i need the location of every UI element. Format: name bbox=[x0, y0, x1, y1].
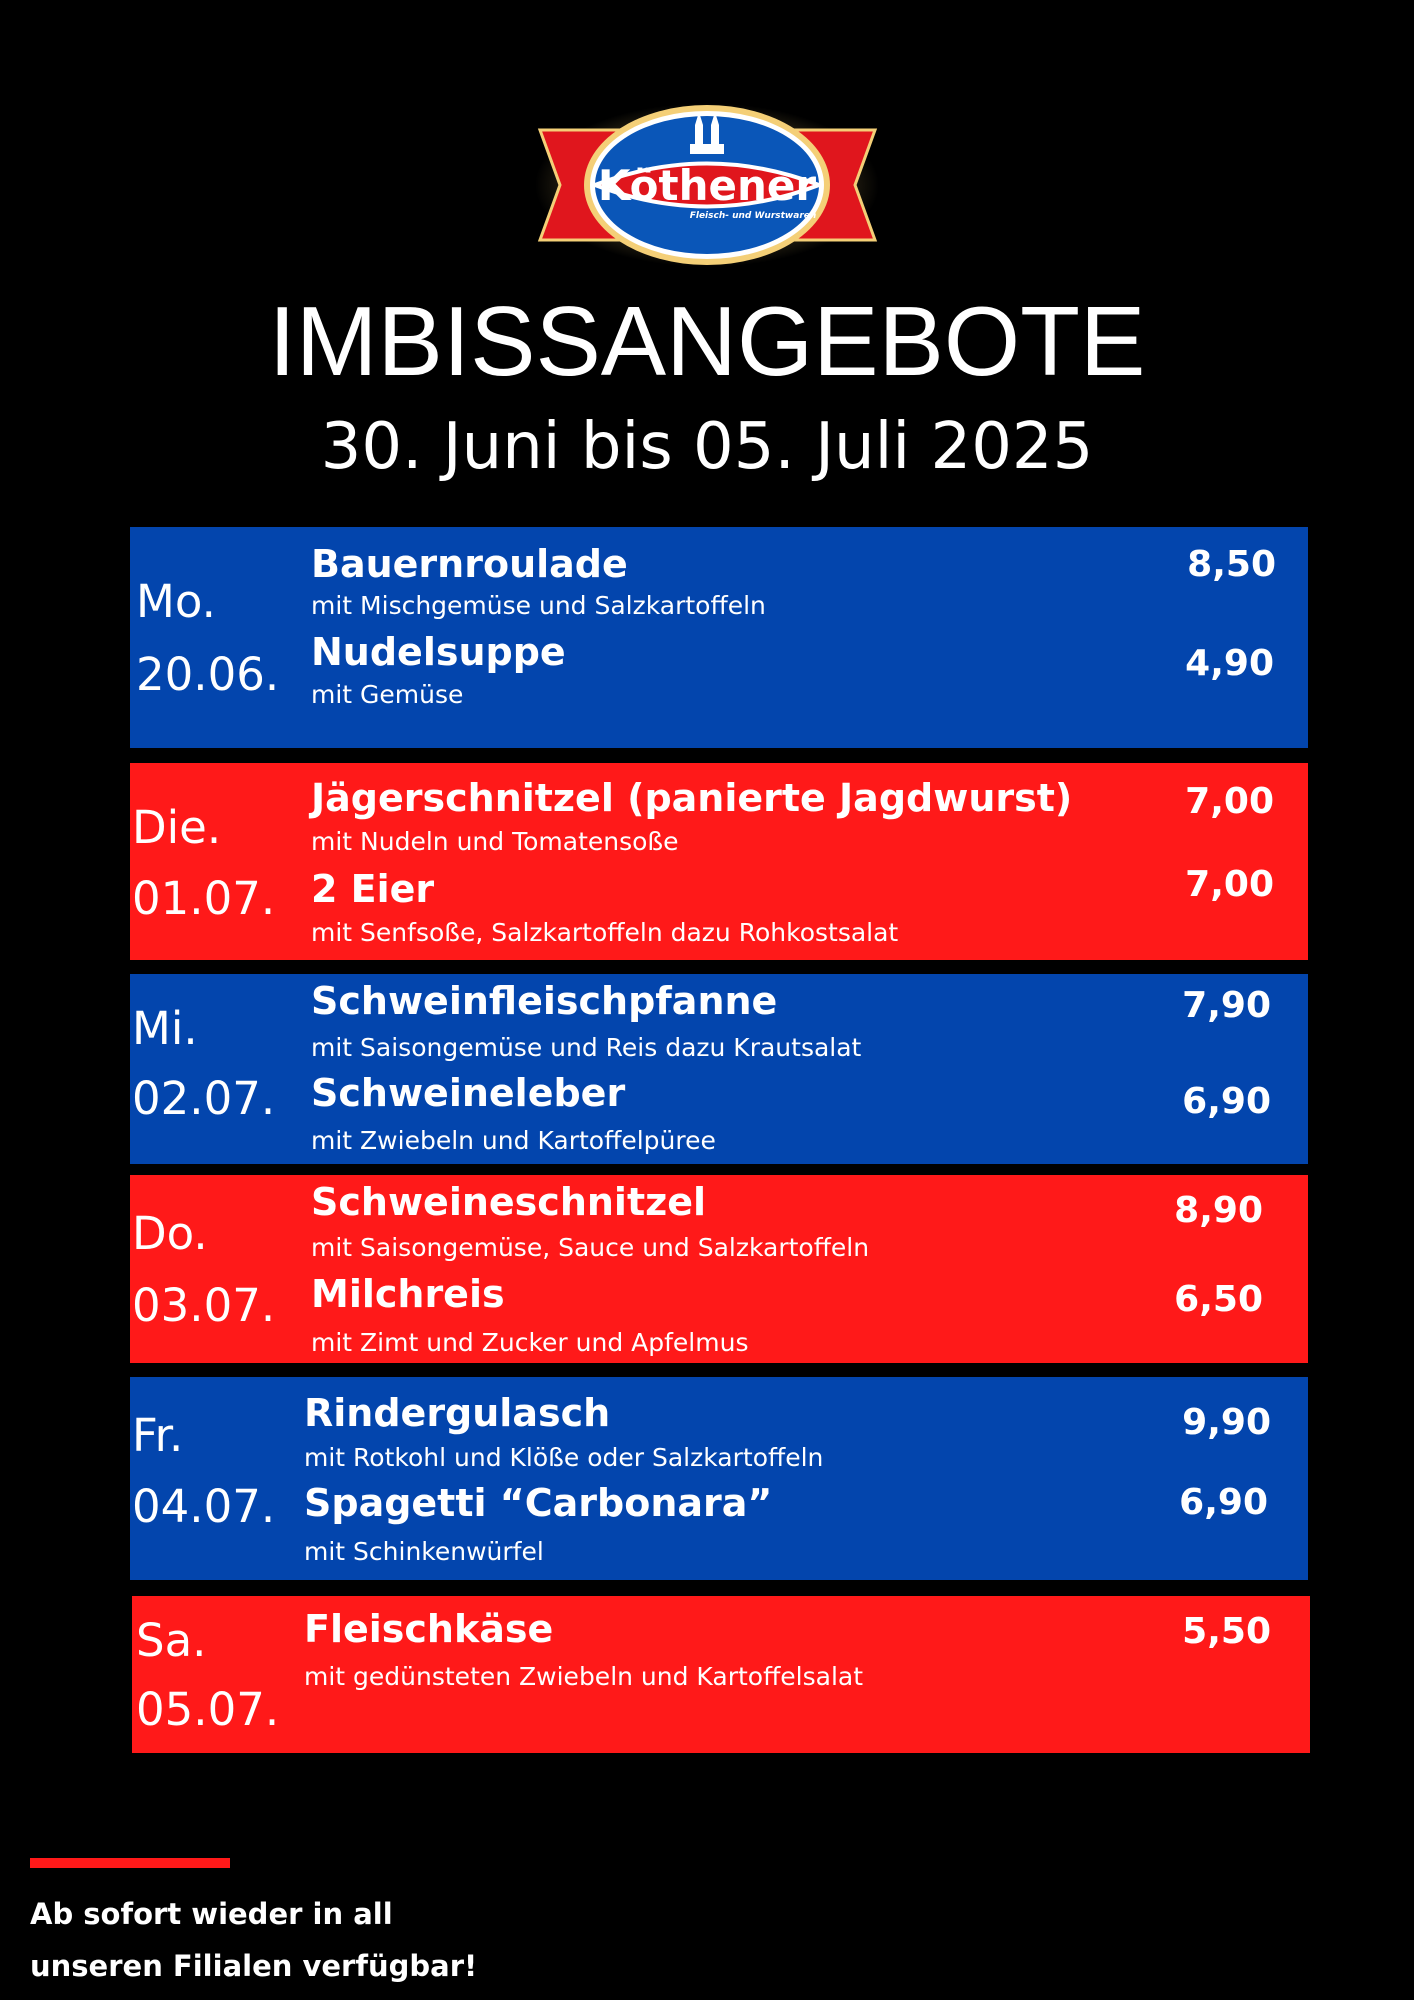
dish-name: Fleischkäse bbox=[304, 1607, 554, 1651]
day-date: 01.07. bbox=[132, 872, 276, 925]
dish-price: 4,90 bbox=[1185, 643, 1274, 684]
date-range: 30. Juni bis 05. Juli 2025 bbox=[320, 410, 1094, 484]
day-block-thursday bbox=[130, 1175, 1308, 1363]
dish-name: Schweinfleischpfanne bbox=[311, 979, 778, 1023]
dish-name: Schweineleber bbox=[311, 1071, 626, 1115]
day-date: 04.07. bbox=[132, 1480, 276, 1533]
dish-price: 6,50 bbox=[1174, 1279, 1263, 1320]
dish-description: mit Rotkohl und Klöße oder Salzkartoffeln bbox=[304, 1443, 824, 1472]
dish-name: Schweineschnitzel bbox=[311, 1180, 707, 1224]
dish-price: 5,50 bbox=[1182, 1611, 1271, 1652]
day-date: 05.07. bbox=[136, 1683, 280, 1736]
day-name: Fr. bbox=[132, 1409, 184, 1462]
dish-price: 7,90 bbox=[1182, 985, 1271, 1026]
day-name: Sa. bbox=[136, 1614, 207, 1667]
day-block-saturday bbox=[132, 1596, 1310, 1753]
dish-price: 9,90 bbox=[1182, 1402, 1271, 1443]
dish-description: mit Schinkenwürfel bbox=[304, 1537, 544, 1566]
dish-name: Nudelsuppe bbox=[311, 630, 566, 674]
logo-tagline: Fleisch- und Wurstwaren bbox=[689, 211, 817, 221]
dish-price: 7,00 bbox=[1185, 781, 1274, 822]
footer-line: unseren Filialen verfügbar! bbox=[30, 1949, 478, 1983]
dish-name: Jägerschnitzel (panierte Jagdwurst) bbox=[311, 776, 1073, 820]
footer-accent-bar bbox=[30, 1858, 230, 1868]
kothener-logo bbox=[535, 100, 880, 270]
dish-name: Milchreis bbox=[311, 1272, 505, 1316]
day-block-tuesday bbox=[130, 763, 1308, 960]
day-name: Mi. bbox=[132, 1002, 198, 1055]
logo-brand: Köthener bbox=[597, 161, 817, 210]
day-name: Do. bbox=[132, 1207, 208, 1260]
dish-description: mit Saisongemüse, Sauce und Salzkartoffeln bbox=[311, 1233, 870, 1262]
footer-line: Ab sofort wieder in all bbox=[30, 1897, 393, 1931]
page-title: IMBISSANGEBOTE bbox=[268, 286, 1146, 396]
dish-description: mit Senfsoße, Salzkartoffeln dazu Rohkostsalat bbox=[311, 918, 899, 947]
dish-price: 8,50 bbox=[1187, 544, 1276, 585]
dish-name: Rindergulasch bbox=[304, 1391, 611, 1435]
dish-price: 6,90 bbox=[1179, 1482, 1268, 1523]
dish-description: mit Gemüse bbox=[311, 680, 464, 709]
day-name: Die. bbox=[132, 801, 222, 854]
day-block-wednesday bbox=[130, 974, 1308, 1164]
dish-price: 7,00 bbox=[1185, 864, 1274, 905]
day-block-monday bbox=[130, 527, 1308, 748]
dish-description: mit gedünsteten Zwiebeln und Kartoffelsalat bbox=[304, 1662, 864, 1691]
dish-name: 2 Eier bbox=[311, 867, 435, 911]
day-name: Mo. bbox=[136, 575, 216, 628]
dish-name: Spagetti “Carbonara” bbox=[304, 1481, 773, 1525]
dish-price: 8,90 bbox=[1174, 1190, 1263, 1231]
dish-description: mit Zwiebeln und Kartoffelpüree bbox=[311, 1126, 716, 1155]
dish-description: mit Mischgemüse und Salzkartoffeln bbox=[311, 591, 766, 620]
footer-note bbox=[30, 1888, 477, 1992]
day-block-friday bbox=[130, 1377, 1308, 1580]
dish-description: mit Zimt und Zucker und Apfelmus bbox=[311, 1328, 749, 1357]
dish-name: Bauernroulade bbox=[311, 542, 628, 586]
day-date: 20.06. bbox=[136, 648, 280, 701]
dish-description: mit Saisongemüse und Reis dazu Krautsalat bbox=[311, 1033, 862, 1062]
dish-description: mit Nudeln und Tomatensoße bbox=[311, 827, 679, 856]
day-date: 02.07. bbox=[132, 1072, 276, 1125]
day-date: 03.07. bbox=[132, 1279, 276, 1332]
dish-price: 6,90 bbox=[1182, 1081, 1271, 1122]
